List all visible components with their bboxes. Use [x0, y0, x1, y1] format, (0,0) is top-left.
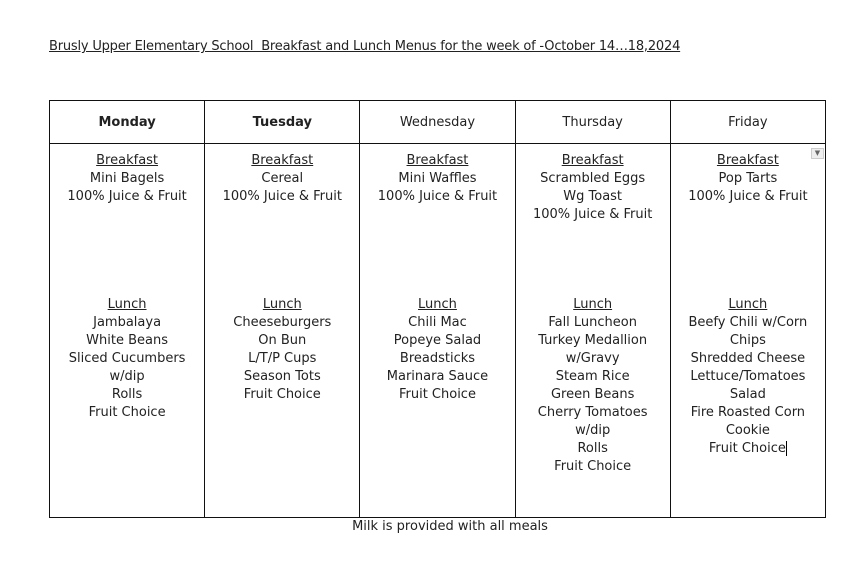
menu-cell-friday[interactable] — [670, 144, 825, 518]
breakfast-item: 100% Juice & Fruit — [67, 189, 187, 204]
day-header-monday: Monday — [50, 101, 205, 144]
breakfast-item: Pop Tarts — [718, 171, 778, 186]
lunch-item: Sliced Cucumbers — [68, 351, 186, 366]
lunch-item: Fruit Choice — [243, 387, 321, 402]
day-header-friday: Friday — [670, 101, 825, 144]
breakfast-section — [205, 152, 359, 206]
breakfast-section — [516, 152, 670, 224]
lunch-heading: Lunch — [573, 297, 613, 312]
menu-cell-monday[interactable] — [50, 144, 205, 518]
breakfast-item: Wg Toast — [563, 189, 623, 204]
breakfast-item: 100% Juice & Fruit — [688, 189, 808, 204]
lunch-item: L/T/P Cups — [248, 351, 317, 366]
lunch-item: Green Beans — [550, 387, 635, 402]
lunch-item: Steam Rice — [555, 369, 630, 384]
lunch-item: w/dip — [109, 369, 145, 384]
lunch-item: Breadsticks — [399, 351, 476, 366]
lunch-item: Turkey Medallion — [538, 333, 648, 348]
lunch-item: Cheeseburgers — [233, 315, 332, 330]
lunch-heading: Lunch — [107, 297, 147, 312]
lunch-section — [50, 296, 204, 422]
breakfast-item: 100% Juice & Fruit — [377, 189, 498, 204]
lunch-item: Cookie — [725, 423, 770, 438]
breakfast-section — [360, 152, 514, 206]
lunch-item: Fruit Choice — [554, 459, 632, 474]
lunch-section — [516, 296, 670, 476]
breakfast-item: 100% Juice & Fruit — [532, 207, 653, 222]
lunch-item: Jambalaya — [93, 315, 162, 330]
breakfast-heading: Breakfast — [561, 153, 624, 168]
breakfast-item: Mini Waffles — [398, 171, 477, 186]
footer-note: Milk is provided with all meals — [352, 519, 548, 534]
lunch-item: Fruit Choice — [708, 441, 786, 456]
lunch-item: w/Gravy — [565, 351, 620, 366]
lunch-section — [360, 296, 514, 404]
breakfast-section — [50, 152, 204, 206]
lunch-item: Popeye Salad — [393, 333, 482, 348]
lunch-heading: Lunch — [262, 297, 302, 312]
lunch-item: Fruit Choice — [88, 405, 166, 420]
breakfast-item: Scrambled Eggs — [540, 171, 646, 186]
lunch-item: Rolls — [111, 387, 143, 402]
day-header-wednesday: Wednesday — [360, 101, 515, 144]
breakfast-heading: Breakfast — [96, 153, 159, 168]
lunch-item: Salad — [729, 387, 766, 402]
dropdown-arrow-icon[interactable]: ▼ — [811, 148, 824, 159]
breakfast-item: Cereal — [261, 171, 304, 186]
lunch-item: Shredded Cheese — [690, 351, 806, 366]
breakfast-heading: Breakfast — [406, 153, 469, 168]
breakfast-item: Mini Bagels — [89, 171, 165, 186]
menu-cell-wednesday[interactable] — [360, 144, 515, 518]
text-cursor — [786, 441, 787, 456]
breakfast-item: 100% Juice & Fruit — [222, 189, 342, 204]
lunch-item: Cherry Tomatoes — [537, 405, 648, 420]
lunch-item: Marinara Sauce — [386, 369, 489, 384]
day-header-tuesday: Tuesday — [205, 101, 360, 144]
lunch-item: Chili Mac — [408, 315, 467, 330]
lunch-section — [205, 296, 359, 404]
lunch-item: Chips — [729, 333, 766, 348]
lunch-item: Fruit Choice — [398, 387, 476, 402]
document-title: Brusly Upper Elementary School Breakfast and Lunch Menus for the week of -October 14…18,2024 — [49, 39, 681, 54]
day-header-thursday: Thursday — [515, 101, 670, 144]
lunch-item: Rolls — [577, 441, 608, 456]
lunch-section — [671, 296, 825, 458]
breakfast-section — [671, 152, 825, 206]
breakfast-heading: Breakfast — [251, 153, 314, 168]
breakfast-heading: Breakfast — [716, 153, 779, 168]
lunch-item: White Beans — [86, 333, 168, 348]
lunch-heading: Lunch — [418, 297, 457, 312]
menu-cell-thursday[interactable] — [515, 144, 670, 518]
menu-cell-tuesday[interactable] — [205, 144, 360, 518]
lunch-item: Fire Roasted Corn — [690, 405, 806, 420]
lunch-item: Season Tots — [243, 369, 321, 384]
menu-table — [49, 100, 826, 518]
lunch-item: Fall Luncheon — [548, 315, 637, 330]
lunch-item: w/dip — [575, 423, 611, 438]
lunch-heading: Lunch — [728, 297, 768, 312]
lunch-item: Beefy Chili w/Corn — [688, 315, 808, 330]
lunch-item: Lettuce/Tomatoes — [690, 369, 806, 384]
lunch-item: On Bun — [258, 333, 307, 348]
